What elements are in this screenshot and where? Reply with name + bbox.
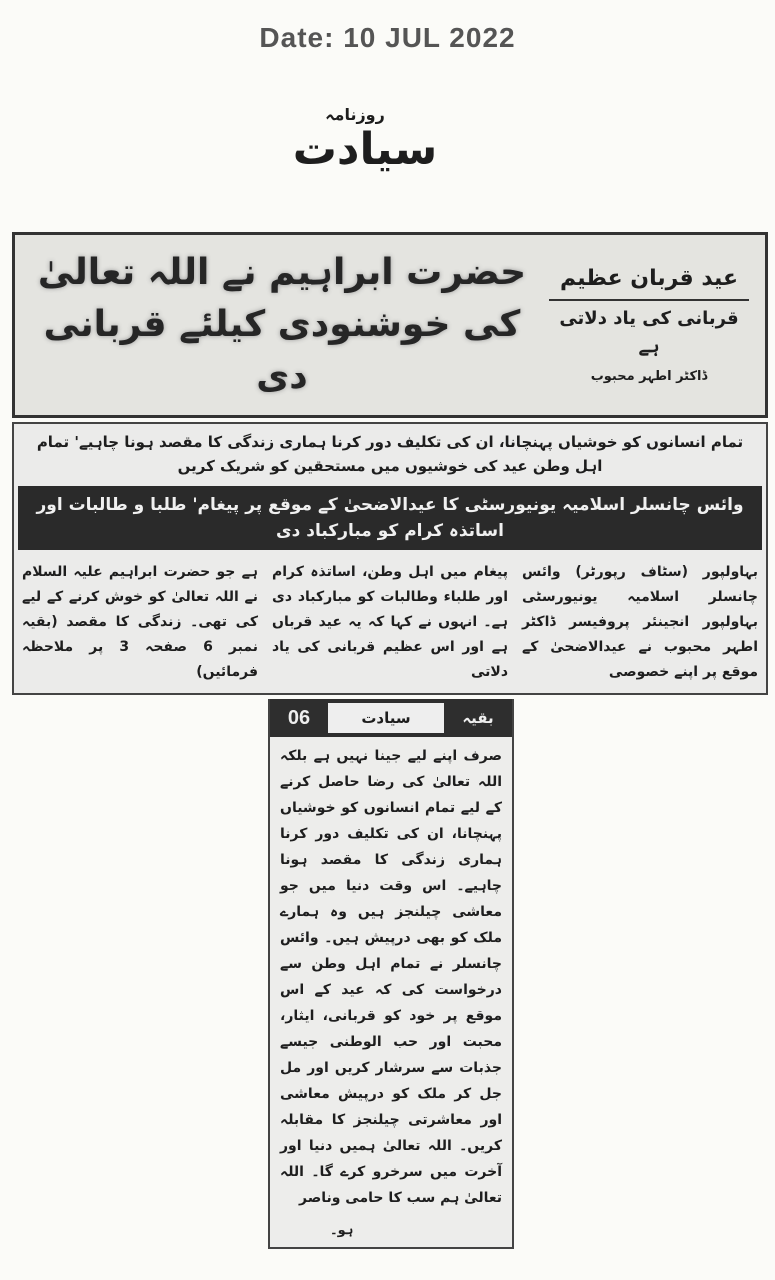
bar-headline: وائس چانسلر اسلامیہ یونیورسٹی کا عیدالاضحیٰ کے موقع پر پیغام' طلبا و طالبات اور اساتذہ کرام کو مبارکباد دی — [18, 486, 762, 550]
story-column: بہاولپور (سٹاف رپورٹر) وائس چانسلر اسلامیہ یونیورسٹی بہاولپور انجینئر پروفیسر ڈاکٹر اطہر محبوب نے عیدالاضحیٰ کے موقع پر اپنے خصوصی — [522, 564, 758, 680]
story-column: پیغام میں اہل وطن، اساتذہ کرام اور طلباء وطالبات کو مبارکباد دی ہے۔ انہوں نے کہا کہ یہ عید قرباں ہے اور اس عظیم قربانی کی یاد دلاتی — [272, 564, 508, 680]
masthead-prefix: روزنامہ — [325, 105, 385, 124]
continuation-header — [270, 699, 512, 737]
headline-kicker — [549, 263, 749, 387]
story-column: ہے جو حضرت ابراہیم علیہ السلام نے اللہ تعالیٰ کو خوش کرنے کے لیے کی تھی۔ زندگی کا مقصد (بقیہ نمبر 6 صفحہ 3 پر ملاحظہ فرمائیں) — [22, 564, 258, 680]
newspaper-masthead — [280, 105, 450, 176]
clipping-date: Date: 10 JUL 2022 — [259, 22, 516, 53]
sub-headline: تمام انسانوں کو خوشیاں پہنچانا، ان کی تکلیف دور کرنا ہماری زندگی کا مقصد ہونا چاہیے' تمام اہل وطن عید کی خوشیوں میں مستحقین کو شریک کریں — [36, 433, 744, 475]
continuation-text: صرف اپنے لیے جینا نہیں ہے بلکہ اللہ تعالیٰ کی رضا حاصل کرنے کے لیے تمام انسانوں کو خوشیاں پہنچانا، ان کی تکلیف دور کرنا ہماری زندگی کا مقصد ہونا چاہیے۔ اس وقت دنیا میں جو معاشی چیلنجز ہیں وہ ہمارے ملک کو بھی درپیش ہیں۔ وائس چانسلر نے تمام اہل وطن سے درخواست کی کہ عید کے اس موقع پر خود کو قربانی، ایثار، محبت اور حب الوطنی جیسے جذبات سے سرشار کریں اور مل جل کر ملک کو درپیش معاشی اور معاشرتی چیلنجز کا مقابلہ کریں۔ اللہ تعالیٰ ہمیں دنیا اور آخرت میں سرخرو کرے گا۔ اللہ تعالیٰ ہم سب کا حامی وناصر — [280, 748, 502, 1206]
story-columns — [14, 552, 766, 685]
kicker-bottom: قربانی کی یاد دلاتی ہے — [559, 308, 739, 357]
kicker-top: عید قربان عظیم — [549, 263, 749, 301]
continuation-title: سیادت — [328, 703, 444, 733]
continuation-end: ہو۔ — [330, 1223, 354, 1238]
headline-byline: ڈاکٹر اطہر محبوب — [590, 369, 708, 384]
masthead-name: سیادت — [292, 124, 438, 175]
continuation-box — [268, 699, 514, 1249]
continuation-label: بقیہ — [462, 709, 494, 727]
news-story — [12, 422, 768, 695]
continuation-body — [270, 737, 512, 1247]
clipping-body — [12, 232, 768, 1249]
headline-box — [12, 232, 768, 418]
continuation-number: 06 — [287, 707, 311, 729]
main-headline: حضرت ابراہیم نے اللہ تعالیٰ کی خوشنودی کیلئے قربانی دی — [37, 252, 527, 397]
